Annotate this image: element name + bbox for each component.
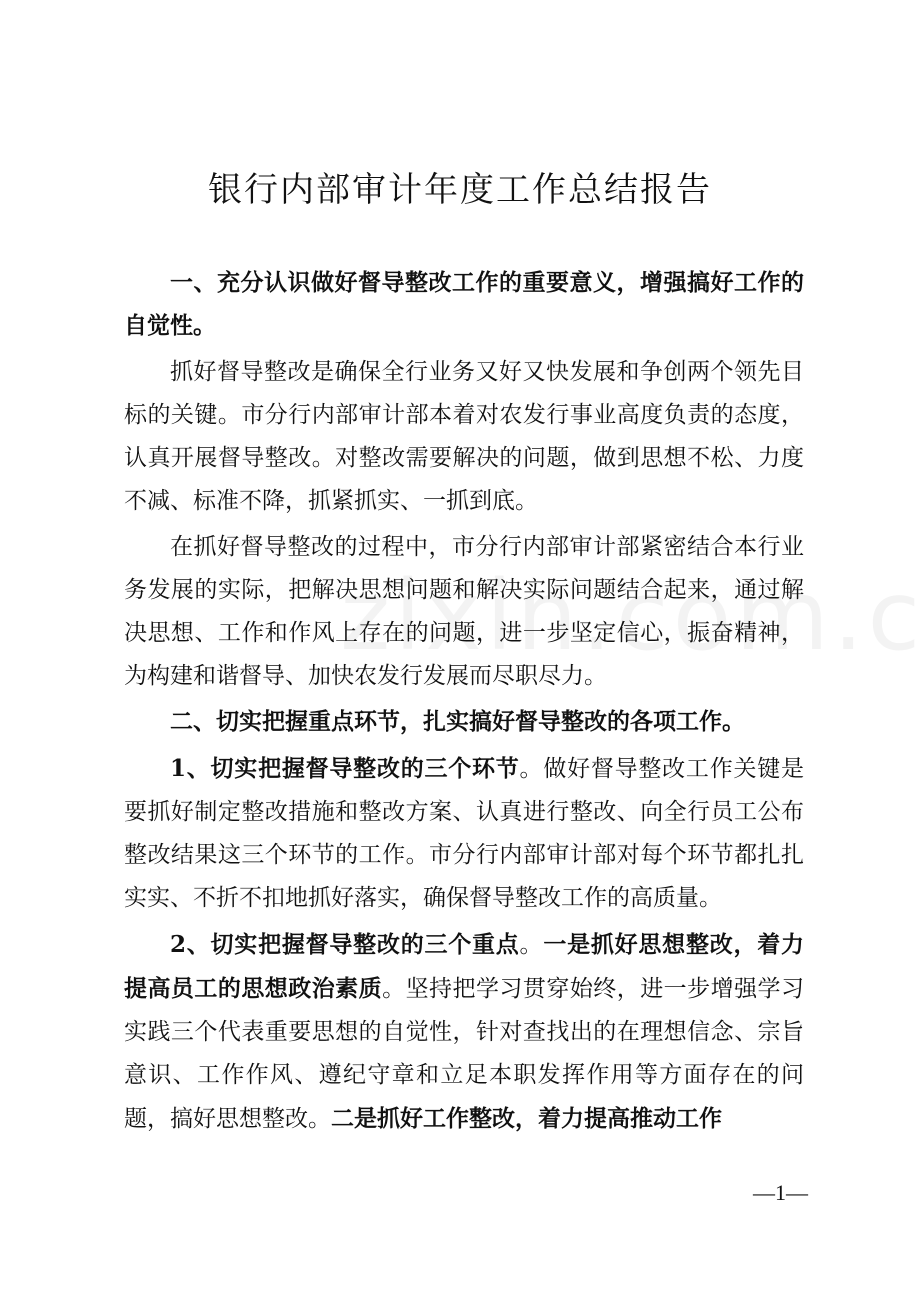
document-body (124, 262, 804, 1144)
paragraph-4-sep: 。 (519, 932, 544, 958)
paragraph-4-point-1: 一是抓好思想整改，着力提高员工的思想政治素质 (124, 931, 805, 1002)
paragraph-3-lead: 1、切实把握督导整改的三个环节 (170, 755, 520, 782)
paragraph-1: 抓好督导整改是确保全行业务又好又快发展和争创两个领先目标的关键。市分行内部审计部本着对农发行事业高度负责的态度，认真开展督导整改。对整改需要解决的问题，做到思想不松、力度不减、标准不降，抓紧抓实、一抓到底。 (124, 359, 804, 514)
paragraph-2: 在抓好督导整改的过程中，市分行内部审计部紧密结合本行业务发展的实际，把解决思想问题和解决实际问题结合起来，通过解决思想、工作和作风上存在的问题，进一步坚定信心，振奋精神，为构建和谐督导、加快农发行发展而尽职尽力。 (124, 534, 804, 689)
paragraph-4-point-2: 二是抓好工作整改，着力提高推动工作 (331, 1105, 722, 1132)
section-heading-2: 二、切实把握重点环节，扎实搞好督导整改的各项工作。 (170, 709, 745, 735)
paragraph-4-text-1: 。坚持把学习贯穿始终，进一步增强学习实践三个代表重要思想的自觉性，针对查找出的在理想信念、宗旨意识、工作作风、遵纪守章和立足本职发挥作用等方面存在的问题，搞好思想整改。 (124, 976, 805, 1132)
paragraph-4-lead: 2、切实把握督导整改的三个重点 (170, 931, 520, 958)
page-number: —1— (753, 1180, 808, 1205)
paragraph-3 (124, 747, 804, 920)
paragraph-3-text: 。做好督导整改工作关键是要抓好制定整改措施和整改方案、认真进行整改、向全行员工公布整改结果这三个环节的工作。市分行内部审计部对每个环节都扎扎实实、不折不扣地抓好落实，确保督导整改工作的高质量。 (124, 756, 805, 911)
paragraph-4 (124, 923, 804, 1141)
section-heading-1: 一、充分认识做好督导整改工作的重要意义，增强搞好工作的自觉性。 (124, 270, 804, 339)
document-title: 银行内部审计年度工作总结报告 (208, 170, 712, 210)
